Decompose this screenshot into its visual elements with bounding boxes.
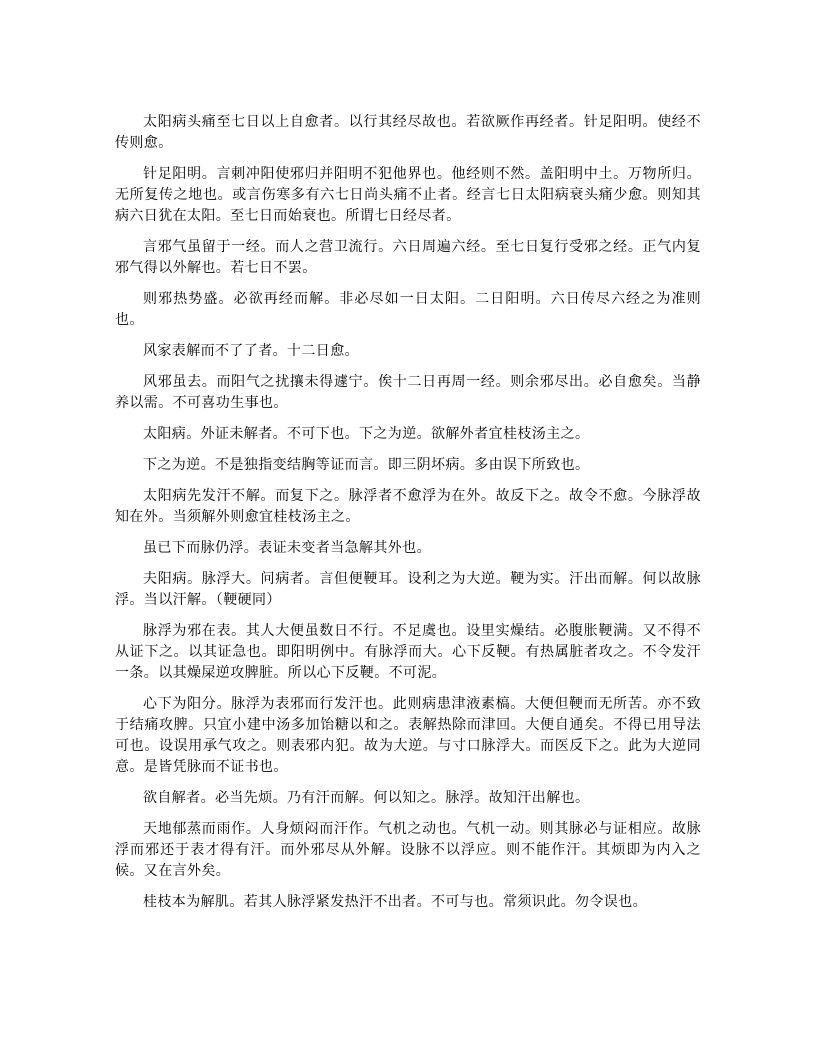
paragraph-4: 则邪热势盛。必欲再经而解。非必尽如一日太阳。二日阳明。六日传尽六经之为准则也。 [115, 292, 701, 328]
paragraph-1: 太阳病头痛至七日以上自愈者。以行其经尽故也。若欲厥作再经者。针足阳明。使经不传则愈。 [115, 115, 701, 151]
paragraph-6: 风邪虽去。而阳气之扰攘未得遽宁。俟十二日再周一经。则余邪尽出。必自愈矣。当静养以需。不可喜功生事也。 [115, 375, 701, 411]
paragraph-8: 下之为逆。不是独指变结胸等证而言。即三阴坏病。多由误下所致也。 [143, 458, 590, 473]
paragraph-12: 脉浮为邪在表。其人大便虽数日不行。不足虞也。设里实燥结。必腹胀鞕满。又不得不从证下之。以其证急也。即阳明例中。有脉浮而大。心下反鞕。有热属脏者攻之。不令发汗一条。以其燥屎逆攻脾脏。所以心下反鞕。不可泥。 [115, 624, 701, 681]
paragraph-13: 心下为阳分。脉浮为表邪而行发汗也。此则病患津液素槁。大便但鞕而无所苦。亦不致于结痛攻脾。只宜小建中汤多加饴糖以和之。表解热除而津回。大便自通矣。不得已用导法可也。设误用承气攻之。则表邪内犯。故为大逆。与寸口脉浮大。而医反下之。此为大逆同意。是皆凭脉而不证书也。 [115, 697, 701, 775]
paragraph-15: 天地郁蒸而雨作。人身烦闷而汗作。气机之动也。气机一动。则其脉必与证相应。故脉浮而邪还于表才得有汗。而外邪尽从外解。设脉不以浮应。则不能作汗。其烦即为内入之候。又在言外矣。 [115, 822, 701, 879]
paragraph-9: 太阳病先发汗不解。而复下之。脉浮者不愈浮为在外。故反下之。故令不愈。今脉浮故知在外。当须解外则愈宜桂枝汤主之。 [115, 489, 701, 525]
paragraph-10: 虽已下而脉仍浮。表证未变者当急解其外也。 [143, 541, 431, 556]
document-content [115, 112, 701, 923]
paragraph-3: 言邪气虽留于一经。而人之营卫流行。六日周遍六经。至七日复行受邪之经。正气内复邪气得以外解也。若七日不罢。 [115, 240, 701, 276]
paragraph-7: 太阳病。外证未解者。不可下也。下之为逆。欲解外者宜桂枝汤主之。 [143, 427, 590, 442]
paragraph-2: 针足阳明。言刺冲阳使邪归并阳明不犯他界也。他经则不然。盖阳明中土。万物所归。无所复传之地也。或言伤寒多有六七日尚头痛不止者。经言七日太阳病衰头痛少愈。则知其病六日犹在太阳。至七日而始衰也。所谓七日经尽者。 [115, 167, 701, 224]
paragraph-14: 欲自解者。必当先烦。乃有汗而解。何以知之。脉浮。故知汗出解也。 [143, 791, 590, 806]
paragraph-16: 桂枝本为解肌。若其人脉浮紧发热汗不出者。不可与也。常须识此。勿令误也。 [143, 895, 647, 910]
paragraph-5: 风家表解而不了了者。十二日愈。 [143, 344, 359, 359]
paragraph-11: 夫阳病。脉浮大。问病者。言但便鞕耳。设利之为大逆。鞕为实。汗出而解。何以故脉浮。当以汗解。（鞕硬同） [115, 572, 701, 608]
